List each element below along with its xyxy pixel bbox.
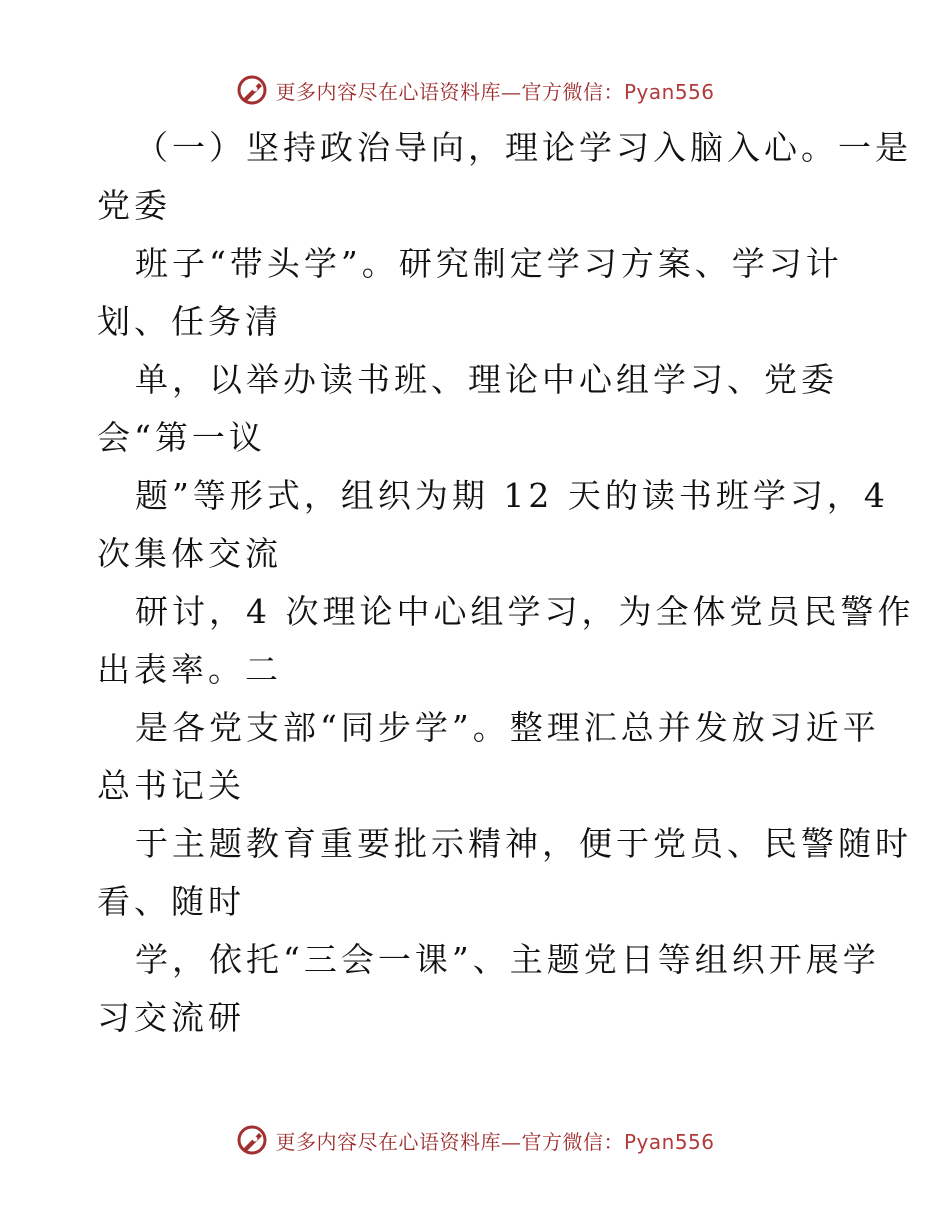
header-banner-label: 更多内容尽在心语资料库—官方微信： (275, 79, 624, 104)
body-line: 出表率。二 (97, 650, 282, 689)
body-line: 次集体交流 (97, 534, 282, 573)
header-banner-wechat: Pyan556 (623, 79, 715, 104)
body-line: 党委 (97, 186, 171, 225)
footer-banner-label: 更多内容尽在心语资料库—官方微信： (275, 1129, 624, 1154)
body-line: 题”等形式，组织为期 12 天的读书班学习，4 (135, 476, 889, 515)
body-line: 看、随时 (97, 882, 245, 921)
body-line: 划、任务清 (97, 302, 282, 341)
footer-banner-text (275, 1126, 714, 1155)
body-line: 会“第一议 (97, 418, 266, 457)
red-pen-logo-icon (235, 1123, 269, 1157)
body-line: 学，依托“三会一课”、主题党日等组织开展学 (135, 940, 880, 979)
body-line: （一）坚持政治导向，理论学习入脑入心。一是 (135, 128, 912, 167)
body-line: 班子“带头学”。研究制定学习方案、学习计 (135, 244, 843, 283)
body-line: 总书记关 (97, 766, 245, 805)
header-banner-text (275, 76, 714, 105)
body-line: 研讨，4 次理论中心组学习，为全体党员民警作 (135, 592, 915, 631)
body-line: 习交流研 (97, 998, 245, 1037)
red-pen-logo-icon (235, 73, 269, 107)
footer-banner-wechat: Pyan556 (623, 1129, 715, 1154)
header-banner (0, 70, 950, 110)
body-line: 是各党支部“同步学”。整理汇总并发放习近平 (135, 708, 880, 747)
body-line: 单，以举办读书班、理论中心组学习、党委 (135, 360, 838, 399)
body-line: 于主题教育重要批示精神，便于党员、民警随时 (135, 824, 912, 863)
footer-banner (0, 1120, 950, 1160)
